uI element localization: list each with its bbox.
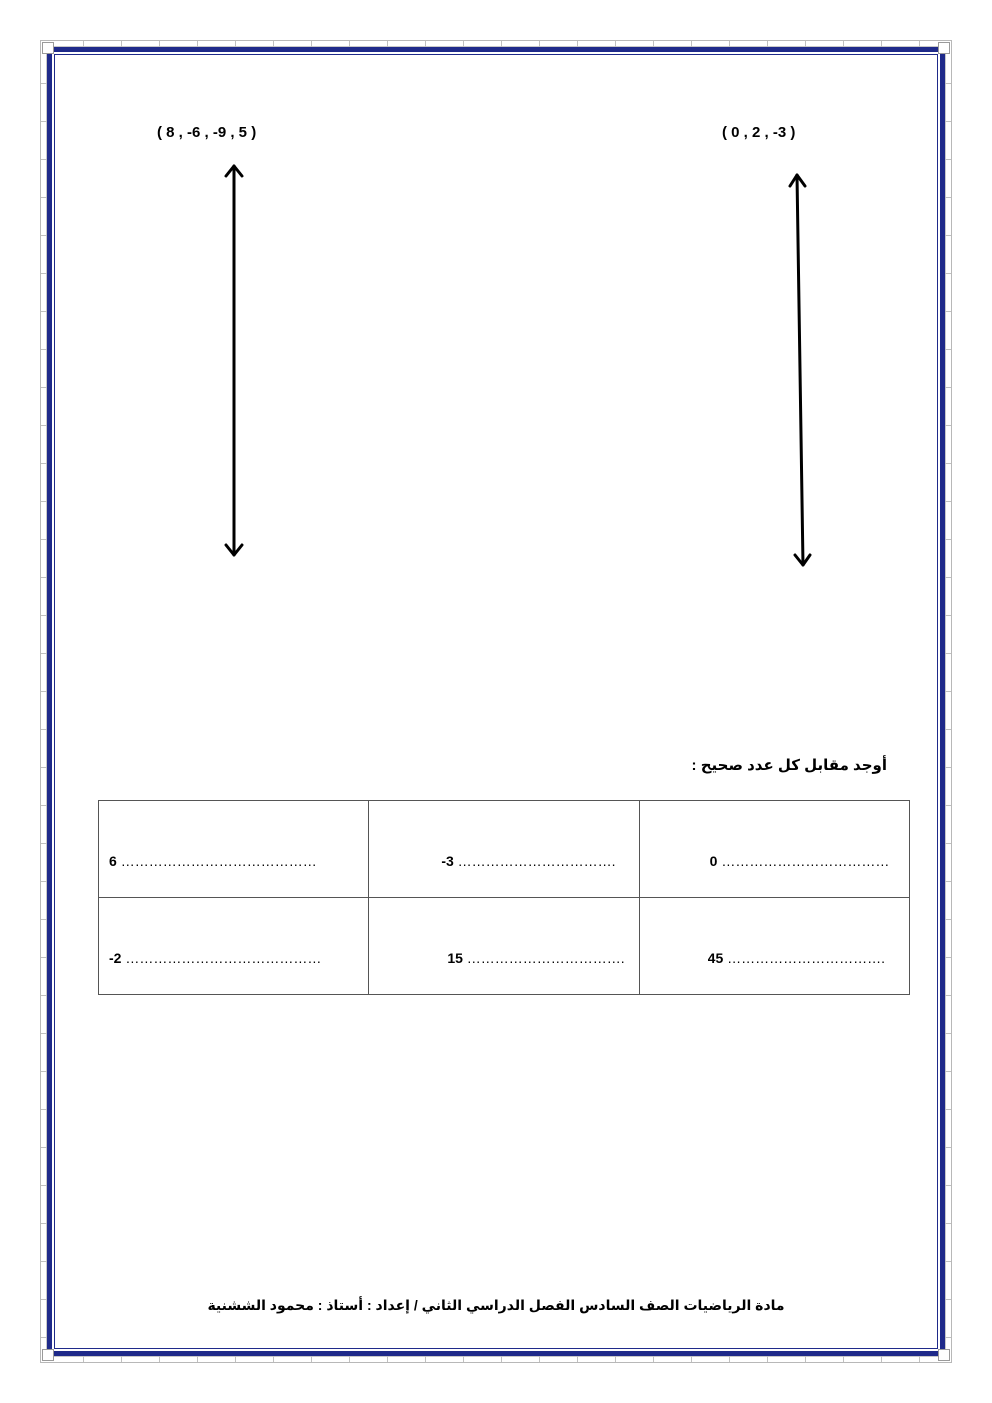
answer-blank: ………………………………	[721, 853, 890, 869]
border-corner-bottom-right	[938, 1349, 950, 1361]
page-footer: مادة الرياضيات الصف السادس الفصل الدراسي الثاني / إعداد : أستاذ : محمود الششنية	[207, 1297, 785, 1313]
answer-cell[interactable]	[369, 801, 639, 898]
answer-cell[interactable]	[639, 898, 909, 995]
answer-blank: …………………………….	[466, 950, 625, 966]
cell-number: 15	[447, 950, 463, 966]
cell-number: 45	[707, 950, 724, 966]
answer-blank: ……………………………………	[125, 950, 322, 966]
answer-blank: …………………………….	[457, 853, 616, 869]
cell-number: -2	[109, 950, 122, 966]
answer-cell[interactable]	[99, 801, 369, 898]
number-line-left	[226, 166, 242, 555]
border-corner-bottom-left	[42, 1349, 54, 1361]
set-label-left: ( 8 , -6 , -9 , 5 )	[157, 124, 257, 141]
cell-number: -3	[441, 853, 454, 869]
answer-cell[interactable]	[99, 898, 369, 995]
number-lines	[0, 0, 992, 700]
answer-blank: ……………………………………	[120, 853, 317, 869]
answer-cell[interactable]	[369, 898, 639, 995]
answer-table	[98, 800, 910, 995]
cell-number: 6	[109, 853, 117, 869]
table-row	[99, 801, 910, 898]
number-line-right	[790, 175, 810, 565]
cell-number: 0	[709, 853, 718, 869]
answer-blank: …………………………….	[727, 950, 886, 966]
table-row	[99, 898, 910, 995]
instruction-text: أوجد مقابل كل عدد صحيح :	[691, 757, 887, 774]
answer-cell[interactable]	[639, 801, 909, 898]
set-label-right: ( 0 , 2 , -3 )	[722, 124, 796, 141]
page-border-ladder-bottom	[46, 1356, 946, 1362]
